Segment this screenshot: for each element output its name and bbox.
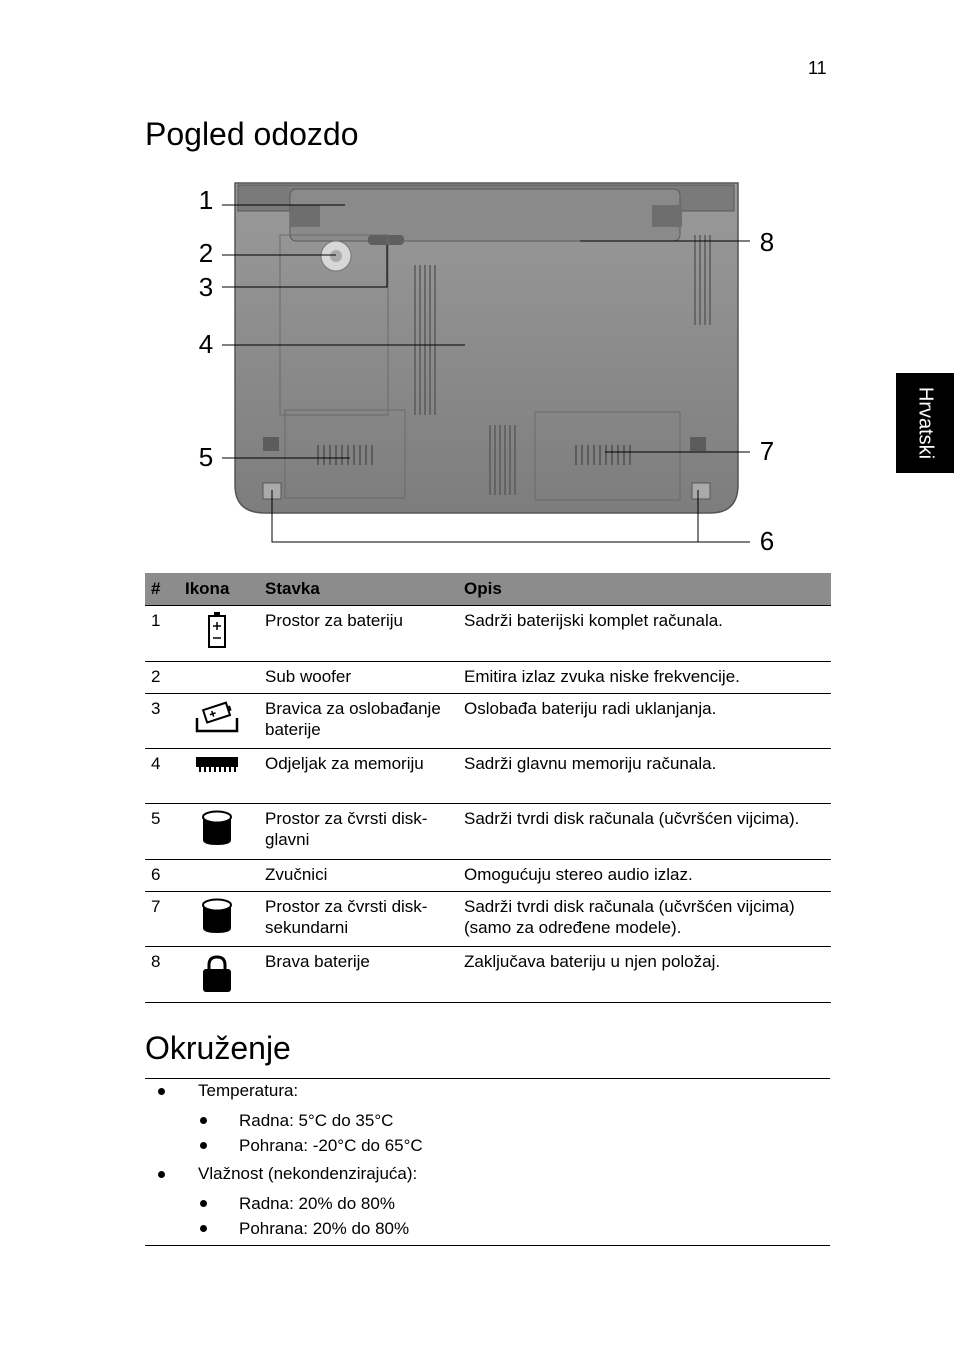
bullet-icon — [158, 1171, 165, 1178]
row-number: 6 — [145, 860, 179, 892]
callout-8: 8 — [759, 227, 775, 257]
table-row — [145, 804, 831, 860]
row-description: Sadrži tvrdi disk računala (učvršćen vijcima) (samo za određene modele). — [458, 892, 831, 947]
list-item-humidity: Vlažnost (nekondenzirajuća): — [198, 1164, 418, 1183]
row-number: 5 — [145, 804, 179, 860]
list-item-temperature: Temperatura: — [198, 1081, 299, 1100]
header-item: Stavka — [259, 573, 458, 606]
table-row — [145, 892, 831, 947]
row-item: Prostor za čvrsti disk-sekundarni — [259, 892, 458, 947]
hard-disk-icon — [202, 810, 232, 846]
row-icon-cell — [179, 860, 259, 892]
row-number: 8 — [145, 947, 179, 1003]
callout-5: 5 — [198, 442, 214, 472]
list-item-humidity-storage: Pohrana: 20% do 80% — [239, 1219, 410, 1238]
row-number: 4 — [145, 749, 179, 804]
row-icon-cell — [179, 804, 259, 860]
header-description: Opis — [458, 573, 831, 606]
row-description: Sadrži tvrdi disk računala (učvršćen vijcima). — [458, 804, 831, 860]
header-icon: Ikona — [179, 573, 259, 606]
bullet-icon — [200, 1200, 207, 1207]
bullet-icon — [158, 1088, 165, 1095]
row-icon-cell — [179, 892, 259, 947]
section-title-bottom-view: Pogled odozdo — [145, 116, 359, 152]
bullet-icon — [200, 1117, 207, 1124]
row-item: Prostor za čvrsti disk-glavni — [259, 804, 458, 860]
table-row — [145, 860, 831, 892]
bullet-icon — [200, 1142, 207, 1149]
row-description: Emitira izlaz zvuka niske frekvencije. — [458, 662, 831, 694]
header-number: # — [145, 573, 179, 606]
list-item-temp-storage: Pohrana: -20°C do 65°C — [239, 1136, 423, 1155]
language-tab-label: Hrvatski — [914, 386, 937, 460]
callout-7: 7 — [759, 436, 775, 466]
table-row — [145, 662, 831, 694]
row-item: Sub woofer — [259, 662, 458, 694]
section-title-environment: Okruženje — [145, 1030, 291, 1066]
bullet-icon — [200, 1225, 207, 1232]
battery-release-icon — [195, 700, 239, 734]
row-description: Sadrži glavnu memoriju računala. — [458, 749, 831, 804]
row-item: Brava baterije — [259, 947, 458, 1003]
laptop-bottom-illustration — [190, 175, 790, 560]
table-row — [145, 606, 831, 662]
page-number: 11 — [808, 58, 827, 78]
table-row — [145, 947, 831, 1003]
row-description: Zaključava bateriju u njen položaj. — [458, 947, 831, 1003]
row-icon-cell — [179, 662, 259, 694]
battery-icon — [208, 612, 226, 648]
laptop-bottom-diagram — [190, 175, 790, 560]
callout-6: 6 — [759, 526, 775, 556]
row-number: 1 — [145, 606, 179, 662]
row-icon-cell — [179, 749, 259, 804]
row-icon-cell — [179, 606, 259, 662]
row-item: Bravica za oslobađanje baterije — [259, 694, 458, 749]
memory-icon — [196, 755, 238, 773]
hard-disk-icon — [202, 898, 232, 934]
row-item: Zvučnici — [259, 860, 458, 892]
row-number: 7 — [145, 892, 179, 947]
list-item-humidity-operating: Radna: 20% do 80% — [239, 1194, 395, 1213]
table-header-row — [145, 573, 831, 606]
table-row — [145, 694, 831, 749]
list-item-temp-operating: Radna: 5°C do 35°C — [239, 1111, 394, 1130]
row-item: Prostor za bateriju — [259, 606, 458, 662]
lock-icon — [202, 953, 232, 993]
callout-1: 1 — [198, 185, 214, 215]
row-description: Sadrži baterijski komplet računala. — [458, 606, 831, 662]
language-tab — [896, 373, 954, 473]
row-number: 2 — [145, 662, 179, 694]
components-table — [145, 573, 831, 1003]
callout-2: 2 — [198, 238, 214, 268]
table-row — [145, 749, 831, 804]
row-item: Odjeljak za memoriju — [259, 749, 458, 804]
row-icon-cell — [179, 947, 259, 1003]
environment-list — [145, 1078, 830, 1246]
row-number: 3 — [145, 694, 179, 749]
callout-3: 3 — [198, 272, 214, 302]
row-description: Omogućuju stereo audio izlaz. — [458, 860, 831, 892]
row-icon-cell — [179, 694, 259, 749]
row-description: Oslobađa bateriju radi uklanjanja. — [458, 694, 831, 749]
callout-4: 4 — [198, 329, 214, 359]
